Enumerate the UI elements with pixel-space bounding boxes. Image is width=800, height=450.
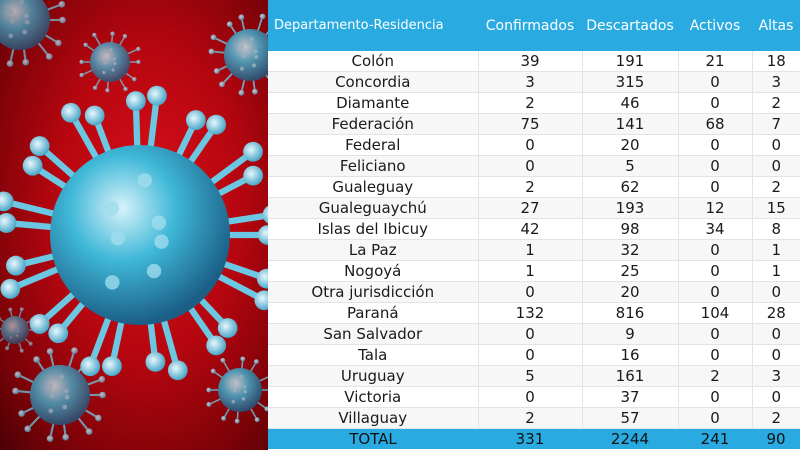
cell-activos: 0 (678, 240, 752, 261)
cell-confirmados: 0 (478, 324, 582, 345)
table-row (268, 72, 800, 93)
cell-confirmados: 2 (478, 177, 582, 198)
cell-descartados: 25 (582, 261, 678, 282)
cell-confirmados: 3 (478, 72, 582, 93)
cell-altas: 0 (752, 387, 800, 408)
cell-confirmados: 0 (478, 135, 582, 156)
cell-altas: 0 (752, 156, 800, 177)
cell-altas: 18 (752, 51, 800, 72)
cell-altas: 2 (752, 177, 800, 198)
header-activos: Activos (689, 17, 741, 34)
header-altas: Altas (758, 17, 794, 34)
cell-descartados: 46 (582, 93, 678, 114)
cell-altas: 15 (752, 198, 800, 219)
cell-departamento: San Salvador (268, 324, 478, 345)
table-row (268, 156, 800, 177)
cell-confirmados: 0 (478, 387, 582, 408)
cell-descartados: 20 (582, 282, 678, 303)
table-row (268, 366, 800, 387)
cell-descartados: 315 (582, 72, 678, 93)
total-altas: 90 (766, 430, 786, 449)
table-row (268, 177, 800, 198)
cell-departamento: Diamante (268, 93, 478, 114)
total-label: TOTAL (349, 430, 397, 449)
total-descartados: 2244 (610, 430, 650, 449)
cell-altas: 7 (752, 114, 800, 135)
cell-departamento: Federal (268, 135, 478, 156)
cell-altas: 3 (752, 72, 800, 93)
cell-confirmados: 1 (478, 240, 582, 261)
table-row (268, 93, 800, 114)
cell-altas: 0 (752, 345, 800, 366)
cell-confirmados: 0 (478, 345, 582, 366)
cell-descartados: 5 (582, 156, 678, 177)
total-activos: 241 (700, 430, 730, 449)
header-confirmados: Confirmados (485, 17, 575, 34)
cell-descartados: 37 (582, 387, 678, 408)
cell-departamento: Otra jurisdicción (268, 282, 478, 303)
cell-departamento: Gualeguay (268, 177, 478, 198)
table-row (268, 198, 800, 219)
cell-altas: 0 (752, 324, 800, 345)
coronavirus-icon (0, 0, 268, 450)
cell-altas: 3 (752, 366, 800, 387)
cell-activos: 0 (678, 261, 752, 282)
table-row (268, 240, 800, 261)
table-row (268, 324, 800, 345)
cell-activos: 0 (678, 408, 752, 429)
table-row (268, 387, 800, 408)
cell-confirmados: 1 (478, 261, 582, 282)
cell-activos: 0 (678, 282, 752, 303)
cell-activos: 0 (678, 177, 752, 198)
cell-departamento: Paraná (268, 303, 478, 324)
cell-altas: 2 (752, 408, 800, 429)
cell-activos: 68 (678, 114, 752, 135)
cell-departamento: Nogoyá (268, 261, 478, 282)
cell-activos: 34 (678, 219, 752, 240)
cell-descartados: 20 (582, 135, 678, 156)
table-body (268, 51, 800, 429)
cases-table (268, 0, 800, 449)
cell-confirmados: 132 (478, 303, 582, 324)
cell-departamento: La Paz (268, 240, 478, 261)
cell-confirmados: 39 (478, 51, 582, 72)
table-row (268, 261, 800, 282)
table-row (268, 219, 800, 240)
cell-descartados: 9 (582, 324, 678, 345)
cell-descartados: 62 (582, 177, 678, 198)
cell-departamento: Gualeguaychú (268, 198, 478, 219)
cell-confirmados: 5 (478, 366, 582, 387)
cell-descartados: 98 (582, 219, 678, 240)
cell-descartados: 141 (582, 114, 678, 135)
cell-altas: 1 (752, 240, 800, 261)
cell-activos: 2 (678, 366, 752, 387)
cell-altas: 0 (752, 282, 800, 303)
cell-departamento: Feliciano (268, 156, 478, 177)
cell-altas: 2 (752, 93, 800, 114)
cell-departamento: Federación (268, 114, 478, 135)
table-row (268, 282, 800, 303)
cell-activos: 0 (678, 93, 752, 114)
cell-altas: 1 (752, 261, 800, 282)
table-row (268, 345, 800, 366)
cell-departamento: Colón (268, 51, 478, 72)
table-row (268, 303, 800, 324)
cell-departamento: Concordia (268, 72, 478, 93)
cell-descartados: 193 (582, 198, 678, 219)
cell-confirmados: 27 (478, 198, 582, 219)
cell-activos: 12 (678, 198, 752, 219)
cell-departamento: Uruguay (268, 366, 478, 387)
cell-confirmados: 2 (478, 408, 582, 429)
cell-activos: 0 (678, 324, 752, 345)
header-departamento: Departamento-Residencia (274, 18, 444, 33)
cell-confirmados: 0 (478, 282, 582, 303)
cell-confirmados: 42 (478, 219, 582, 240)
cell-confirmados: 75 (478, 114, 582, 135)
table-row (268, 135, 800, 156)
table-row (268, 51, 800, 72)
cell-activos: 0 (678, 135, 752, 156)
cell-descartados: 32 (582, 240, 678, 261)
table-row (268, 408, 800, 429)
cell-confirmados: 0 (478, 156, 582, 177)
cases-table-panel (268, 0, 800, 450)
cell-departamento: Islas del Ibicuy (268, 219, 478, 240)
cell-activos: 0 (678, 72, 752, 93)
cell-descartados: 57 (582, 408, 678, 429)
coronavirus-illustration (0, 0, 268, 450)
cell-altas: 28 (752, 303, 800, 324)
cell-altas: 8 (752, 219, 800, 240)
cell-descartados: 191 (582, 51, 678, 72)
table-row (268, 114, 800, 135)
total-row (268, 429, 800, 450)
cell-altas: 0 (752, 135, 800, 156)
cell-activos: 21 (678, 51, 752, 72)
header-descartados: Descartados (586, 17, 674, 34)
cell-departamento: Villaguay (268, 408, 478, 429)
cell-activos: 0 (678, 345, 752, 366)
cell-departamento: Tala (268, 345, 478, 366)
cell-descartados: 16 (582, 345, 678, 366)
cell-activos: 0 (678, 156, 752, 177)
cell-departamento: Victoria (268, 387, 478, 408)
cell-activos: 0 (678, 387, 752, 408)
total-confirmados: 331 (515, 430, 545, 449)
cell-descartados: 161 (582, 366, 678, 387)
cell-activos: 104 (678, 303, 752, 324)
cell-confirmados: 2 (478, 93, 582, 114)
table-header-row (268, 0, 800, 51)
cell-descartados: 816 (582, 303, 678, 324)
